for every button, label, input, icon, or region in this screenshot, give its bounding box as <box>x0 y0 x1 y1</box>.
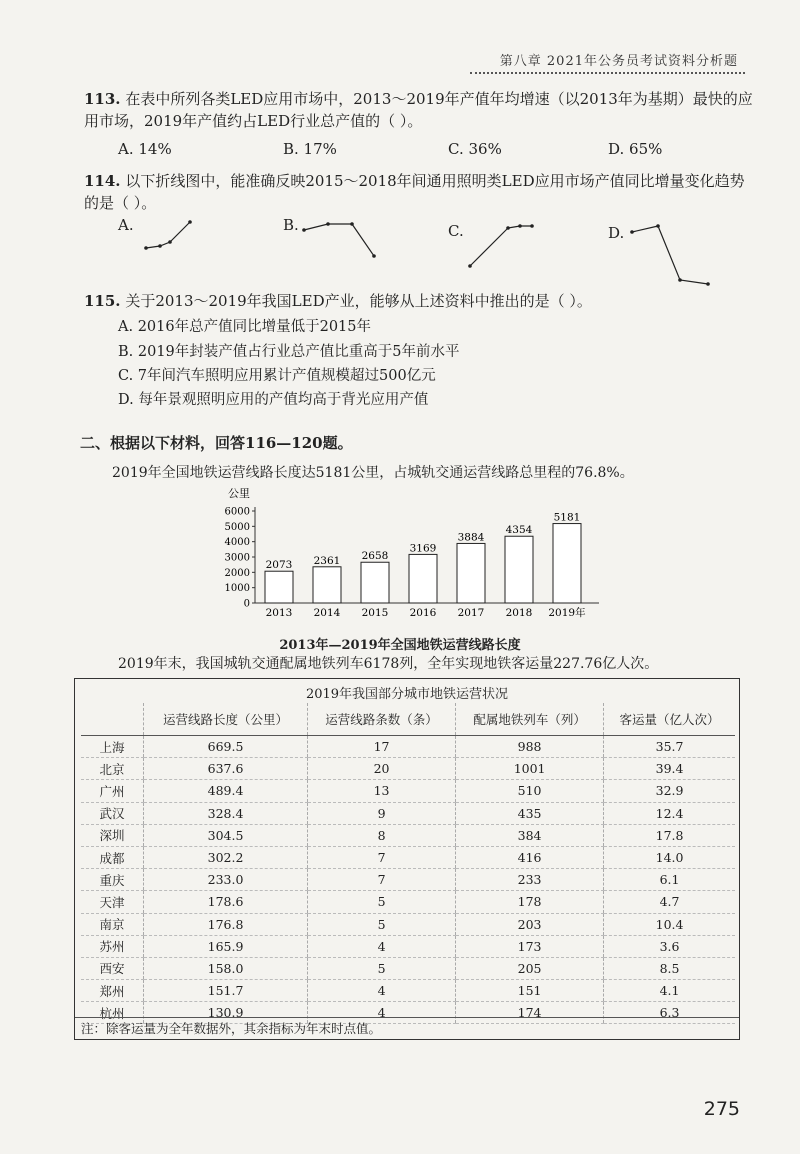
question-number: 113. <box>84 90 121 108</box>
table-cell-trains: 1001 <box>456 758 604 780</box>
bar <box>265 571 293 603</box>
table-cell-trains: 174 <box>456 1002 604 1024</box>
header-cell-trains: 配属地铁列车（列） <box>456 703 604 736</box>
table-cell-city: 上海 <box>81 736 144 758</box>
table-cell-ridership: 3.6 <box>604 935 735 957</box>
table-row <box>81 935 735 957</box>
table-cell-ridership: 6.1 <box>604 869 735 891</box>
intro-paragraph-1: 2019年全国地铁运营线路长度达5181公里，占城轨交通运营线路总里程的76.8%。 <box>112 465 634 481</box>
table-cell-trains: 988 <box>456 736 604 758</box>
table-cell-city: 重庆 <box>81 869 144 891</box>
header-cell-ridership: 客运量（亿人次） <box>604 703 735 736</box>
table-cell-length: 151.7 <box>144 980 308 1002</box>
bar <box>361 562 389 603</box>
bar-value-label: 3884 <box>457 531 485 544</box>
x-tick-label: 2018 <box>505 607 533 619</box>
table-cell-city: 南京 <box>81 913 144 935</box>
table-cell-trains: 510 <box>456 780 604 802</box>
bar-value-label: 3169 <box>409 542 437 555</box>
table-cell-trains: 416 <box>456 846 604 868</box>
y-tick-label: 5000 <box>224 521 250 533</box>
table-cell-trains: 205 <box>456 957 604 979</box>
y-tick-label: 1000 <box>224 583 250 595</box>
table-cell-length: 637.6 <box>144 758 308 780</box>
table-body <box>81 736 735 1024</box>
table-cell-lines: 4 <box>308 935 456 957</box>
table-cell-length: 165.9 <box>144 935 308 957</box>
table-cell-ridership: 14.0 <box>604 846 735 868</box>
question-115 <box>84 290 754 312</box>
table-cell-trains: 178 <box>456 891 604 913</box>
table-cell-length: 328.4 <box>144 802 308 824</box>
option-a-line-graph <box>140 218 200 252</box>
table-row <box>81 780 735 802</box>
bar <box>409 554 437 603</box>
table-row <box>81 802 735 824</box>
table-cell-length: 130.9 <box>144 1002 308 1024</box>
bar <box>313 567 341 603</box>
table-cell-lines: 5 <box>308 957 456 979</box>
bar-value-label: 5181 <box>553 511 581 524</box>
question-number: 115. <box>84 292 121 310</box>
x-tick-label: 2019年 <box>548 607 586 619</box>
table-cell-ridership: 17.8 <box>604 824 735 846</box>
table-cell-lines: 4 <box>308 980 456 1002</box>
table-cell-trains: 384 <box>456 824 604 846</box>
y-tick-label: 6000 <box>224 506 250 518</box>
table-cell-lines: 9 <box>308 802 456 824</box>
table-cell-city: 北京 <box>81 758 144 780</box>
table-cell-ridership: 4.1 <box>604 980 735 1002</box>
table-cell-lines: 5 <box>308 913 456 935</box>
option-d-line-graph <box>628 222 712 288</box>
table-cell-lines: 8 <box>308 824 456 846</box>
bar-value-label: 4354 <box>505 524 533 537</box>
table-cell-city: 武汉 <box>81 802 144 824</box>
table-cell-city: 苏州 <box>81 935 144 957</box>
question-number: 114. <box>84 172 121 190</box>
table-cell-lines: 13 <box>308 780 456 802</box>
table-cell-length: 489.4 <box>144 780 308 802</box>
table-row <box>81 758 735 780</box>
question-text: 在表中所列各类LED应用市场中，2013～2019年产值年均增速（以2013年为基期）最快的应用市场，2019年产值约占LED行业总产值的（ ）。 <box>84 90 753 130</box>
table-cell-trains: 233 <box>456 869 604 891</box>
x-tick-label: 2014 <box>313 607 341 619</box>
bar <box>553 524 581 603</box>
table-cell-lines: 20 <box>308 758 456 780</box>
option-c[interactable]: C. 7年间汽车照明应用累计产值规模超过500亿元 <box>118 368 436 384</box>
option-a[interactable]: A. 14% <box>118 140 172 158</box>
table-cell-length: 302.2 <box>144 846 308 868</box>
data-table <box>81 703 735 1024</box>
table-cell-trains: 173 <box>456 935 604 957</box>
table-cell-length: 669.5 <box>144 736 308 758</box>
table-cell-ridership: 4.7 <box>604 891 735 913</box>
option-c[interactable]: C. <box>448 222 464 240</box>
question-113 <box>84 88 754 132</box>
option-c[interactable]: C. 36% <box>448 140 502 158</box>
x-tick-label: 2016 <box>409 607 437 619</box>
bar-value-label: 2658 <box>361 550 389 563</box>
table-cell-length: 176.8 <box>144 913 308 935</box>
question-114 <box>84 170 754 214</box>
x-tick-label: 2015 <box>361 607 389 619</box>
table-cell-city: 深圳 <box>81 824 144 846</box>
table-row <box>81 913 735 935</box>
table-cell-lines: 7 <box>308 869 456 891</box>
table-row <box>81 736 735 758</box>
table-cell-length: 304.5 <box>144 824 308 846</box>
x-tick-label: 2017 <box>457 607 485 619</box>
table-cell-city: 杭州 <box>81 1002 144 1024</box>
option-b-line-graph <box>298 218 378 260</box>
question-text: 关于2013～2019年我国LED产业，能够从上述资料中推出的是（ ）。 <box>125 292 592 310</box>
subway-length-bar-chart <box>210 485 610 625</box>
table-cell-city: 天津 <box>81 891 144 913</box>
table-cell-city: 成都 <box>81 846 144 868</box>
y-axis-label: 公里 <box>228 487 250 500</box>
table-row <box>81 846 735 868</box>
option-a[interactable]: A. <box>118 216 134 234</box>
y-tick-label: 4000 <box>224 537 250 549</box>
bar-value-label: 2361 <box>313 554 341 567</box>
table-cell-trains: 203 <box>456 913 604 935</box>
table-cell-trains: 151 <box>456 980 604 1002</box>
y-tick-label: 0 <box>243 598 250 610</box>
page-number: 275 <box>703 1098 740 1120</box>
option-a[interactable]: A. 2016年总产值同比增量低于2015年 <box>118 319 371 335</box>
table-title: 2019年我国部分城市地铁运营状况 <box>305 687 509 702</box>
y-tick-label: 2000 <box>224 567 250 579</box>
table-note: 注：除客运量为全年数据外，其余指标为年末时点值。 <box>75 1017 739 1039</box>
table-cell-city: 郑州 <box>81 980 144 1002</box>
table-cell-ridership: 35.7 <box>604 736 735 758</box>
table-row <box>81 980 735 1002</box>
city-subway-table <box>74 678 740 1040</box>
table-cell-trains: 435 <box>456 802 604 824</box>
table-row <box>81 869 735 891</box>
y-tick-label: 3000 <box>224 552 250 564</box>
chart-caption: 2013年—2019年全国地铁运营线路长度 <box>279 638 521 653</box>
table-cell-ridership: 32.9 <box>604 780 735 802</box>
table-cell-lines: 17 <box>308 736 456 758</box>
table-cell-ridership: 6.3 <box>604 1002 735 1024</box>
table-cell-ridership: 8.5 <box>604 957 735 979</box>
table-row <box>81 891 735 913</box>
header-rule <box>470 72 745 74</box>
bar <box>505 536 533 603</box>
section-title: 二、根据以下材料，回答116—120题。 <box>80 434 353 452</box>
table-cell-city: 广州 <box>81 780 144 802</box>
table-cell-lines: 7 <box>308 846 456 868</box>
running-header: 第八章 2021年公务员考试资料分析题 <box>499 54 738 69</box>
table-cell-lines: 4 <box>308 1002 456 1024</box>
option-b[interactable]: B. 17% <box>283 140 337 158</box>
table-row <box>81 957 735 979</box>
bar-value-label: 2073 <box>265 559 293 572</box>
header-cell-city <box>81 703 144 736</box>
table-cell-ridership: 10.4 <box>604 913 735 935</box>
option-d[interactable]: D. 65% <box>608 140 663 158</box>
table-cell-lines: 5 <box>308 891 456 913</box>
table-header-row <box>81 703 735 736</box>
option-d[interactable]: D. 每年景观照明应用的产值均高于背光应用产值 <box>118 392 429 408</box>
table-cell-length: 158.0 <box>144 957 308 979</box>
table-cell-length: 233.0 <box>144 869 308 891</box>
intro-paragraph-2: 2019年末，我国城轨交通配属地铁列车6178列，全年实现地铁客运量227.76亿人次。 <box>118 656 659 672</box>
option-c-line-graph <box>466 220 536 270</box>
bar <box>457 543 485 603</box>
x-tick-label: 2013 <box>265 607 293 619</box>
table-cell-ridership: 12.4 <box>604 802 735 824</box>
option-b[interactable]: B. <box>283 216 299 234</box>
header-cell-lines: 运营线路条数（条） <box>308 703 456 736</box>
table-cell-length: 178.6 <box>144 891 308 913</box>
question-text: 以下折线图中，能准确反映2015～2018年间通用照明类LED应用市场产值同比增量变化趋势的是（ ）。 <box>84 172 745 212</box>
header-cell-length: 运营线路长度（公里） <box>144 703 308 736</box>
table-row <box>81 824 735 846</box>
table-cell-ridership: 39.4 <box>604 758 735 780</box>
option-d[interactable]: D. <box>608 224 625 242</box>
option-b[interactable]: B. 2019年封装产值占行业总产值比重高于5年前水平 <box>118 344 460 360</box>
table-cell-city: 西安 <box>81 957 144 979</box>
